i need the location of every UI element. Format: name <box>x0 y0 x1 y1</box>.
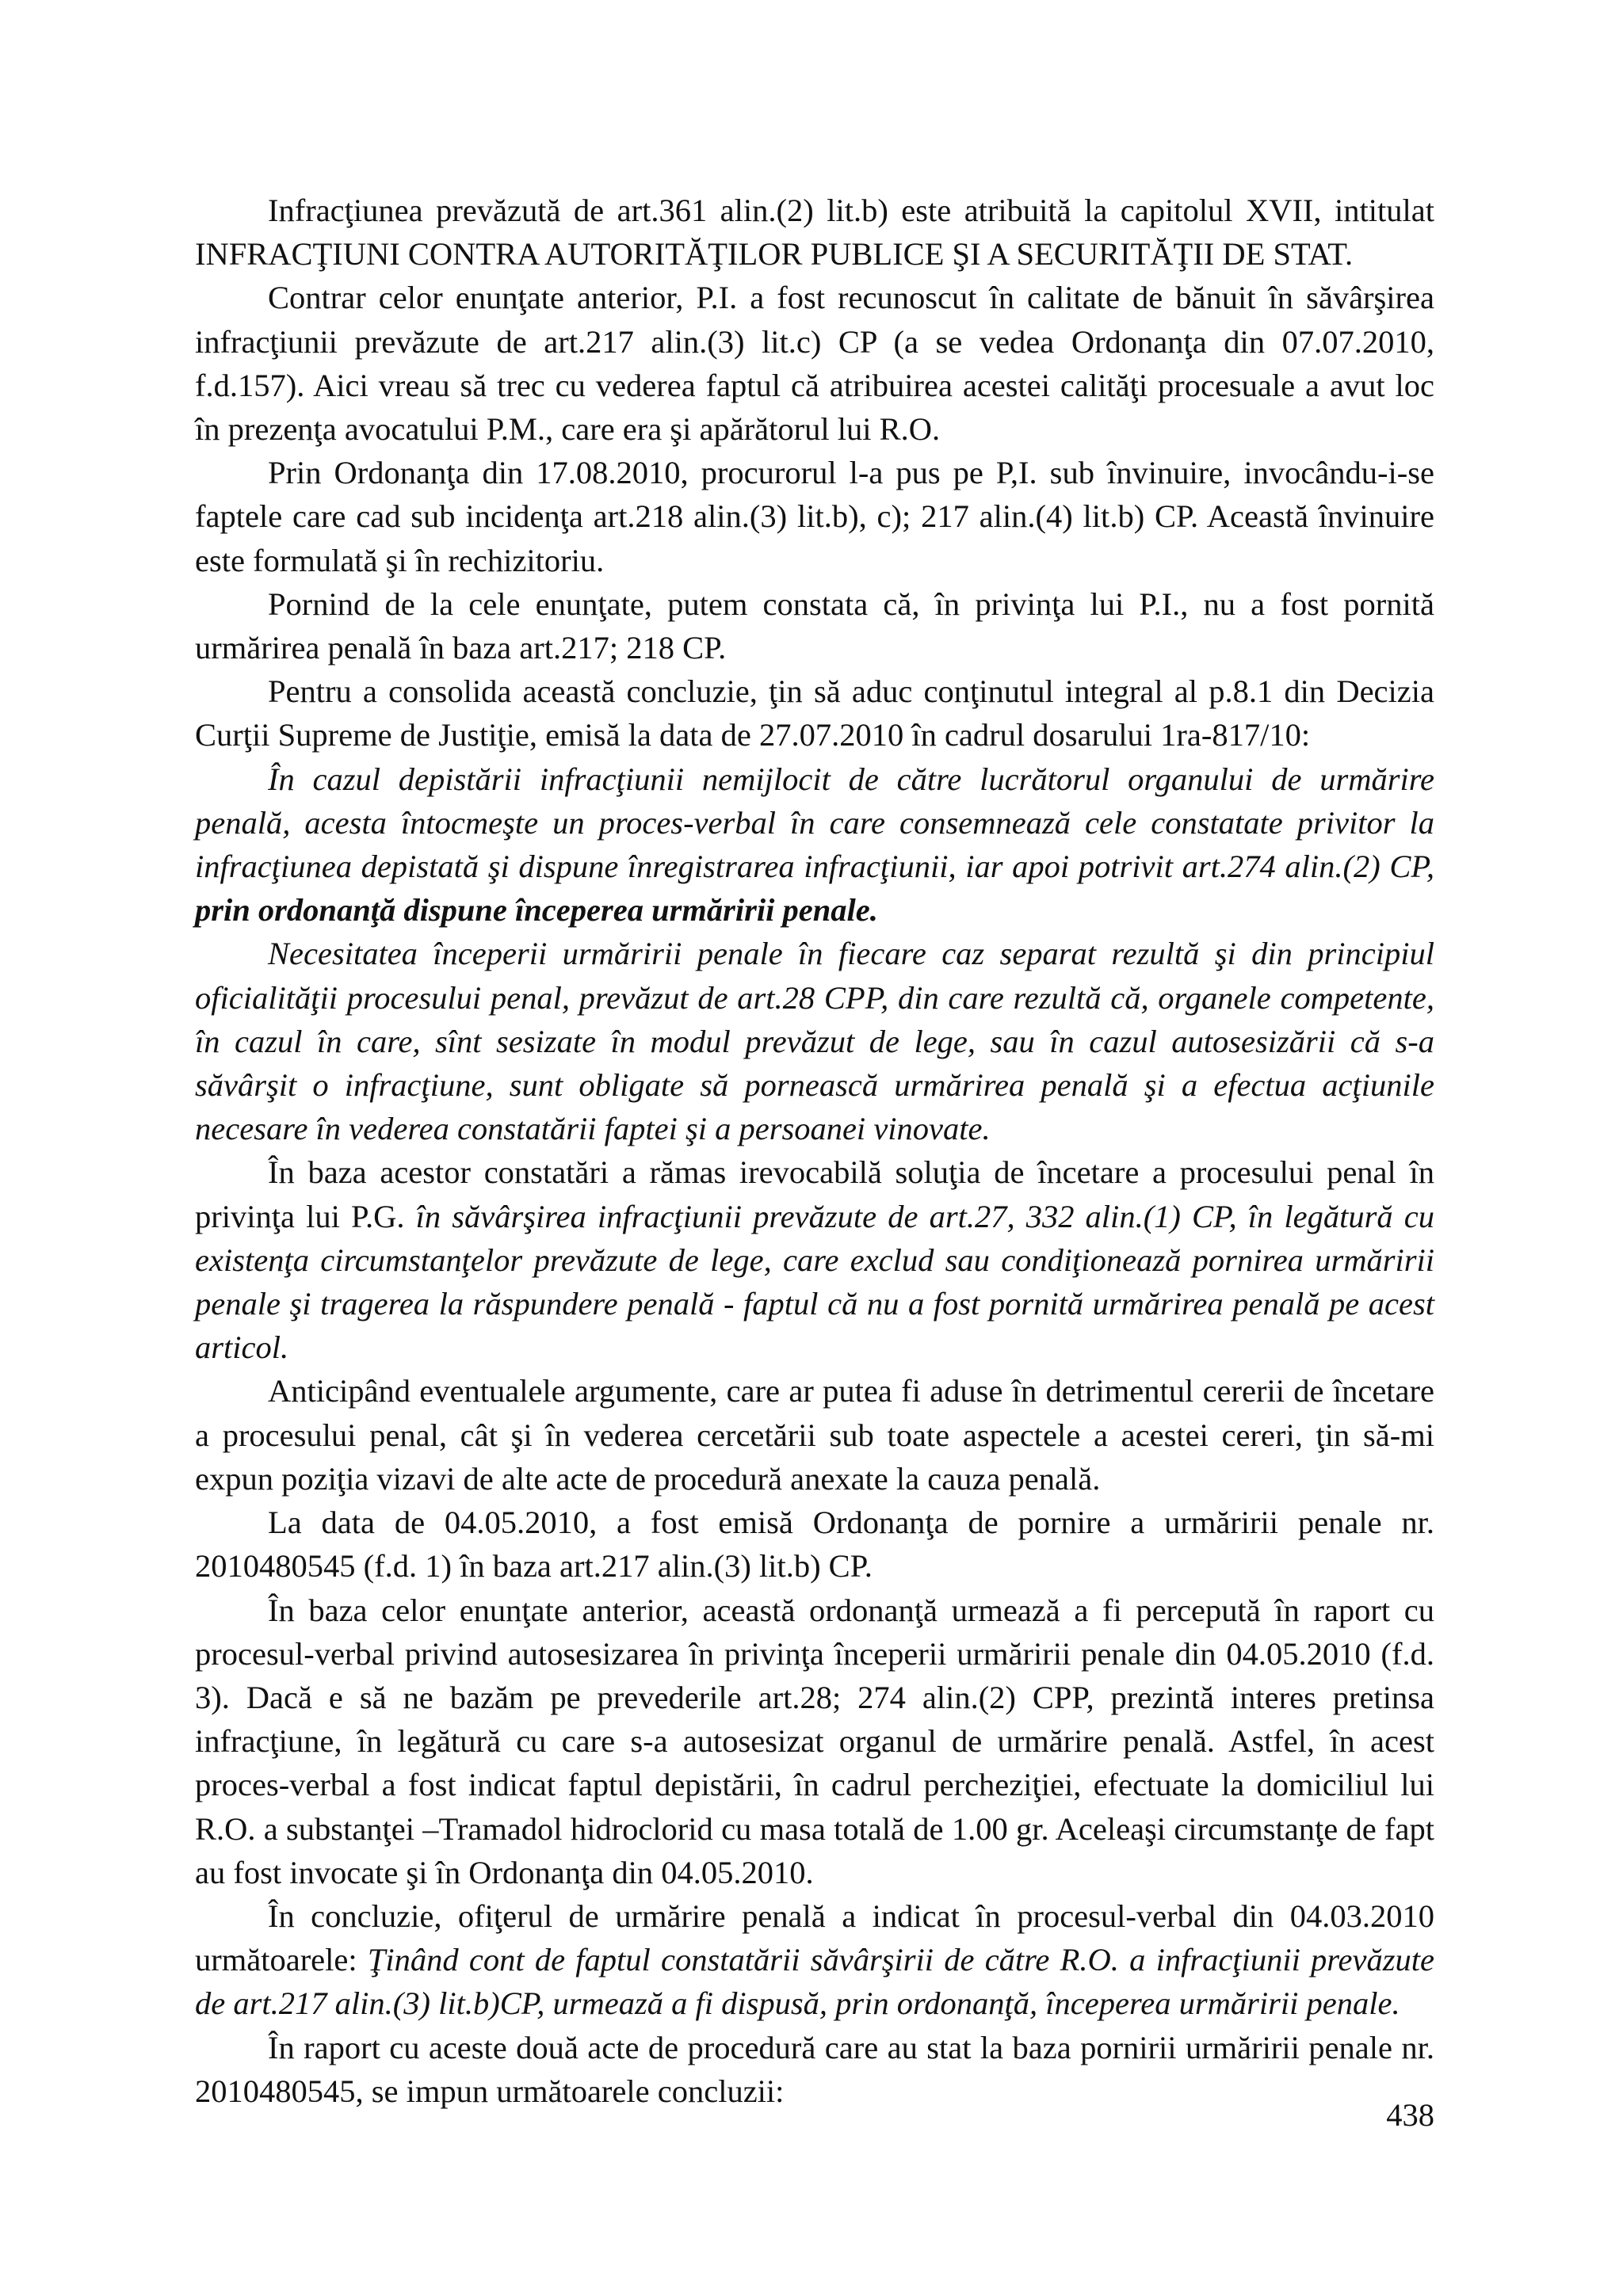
paragraph-italic-text: Ţinând cont de faptul constatării săvârşirii de către R.O. a infracţiunii prevăzute de art.217 alin.(3) lit.b)CP, urmează a fi dispusă, prin ordonanţă, începerea urmăririi penale. <box>195 1942 1434 2022</box>
paragraph-text: În concluzie, ofiţerul de urmărire penală a indicat în procesul-verbal din 04.03.2010 următoarele: <box>195 1897 1434 1978</box>
paragraph-10: La data de 04.05.2010, a fost emisă Ordonanţa de pornire a urmăririi penale nr. 2010480545 (f.d. 1) în baza art.217 alin.(3) lit.b) CP. <box>195 1505 1434 1585</box>
paragraph-7-quote <box>195 932 1434 1150</box>
quote-italic-text: În cazul depistării infracţiunii nemijlocit de către lucrătorul organului de urmărire penală, acesta întocmeşte un proces-verbal în care consemnează cele constatate privitor la infracţiunea depistată şi dispune înregistrarea infracţiunii, iar apoi potrivit art.274 alin.(2) CP, <box>195 761 1434 885</box>
document-body <box>195 189 1434 2113</box>
page-number: 438 <box>1386 2097 1434 2133</box>
paragraph-5: Pentru a consolida această concluzie, ţin să aduc conţinutul integral al p.8.1 din Decizia Curţii Supreme de Justiţie, emisă la data de 27.07.2010 în cadrul dosarului 1ra-817/10: <box>195 673 1434 753</box>
quote-bold-italic-text: prin ordonanţă dispune începerea urmăririi penale. <box>195 892 878 929</box>
quote-italic-text: Necesitatea începerii urmăririi penale în fiecare caz separat rezultă şi din principiul oficialităţii procesului penal, prevăzut de art.28 CPP, din care rezultă că, organele competente, în cazul în care, sînt sesizate în modul prevăzut de lege, sau în cazul autosesizării că s-a săvârşit o infracţiune, sunt obligate să pornească urmărirea penală şi a efectua acţiunile necesare în vederea constatării faptei şi a persoanei vinovate. <box>195 936 1434 1147</box>
paragraph-text: În baza acestor constatări a rămas irevocabilă soluţia de încetare a procesului penal în privinţa lui P.G. <box>195 1154 1434 1234</box>
paragraph-12 <box>195 1894 1434 2026</box>
paragraph-3: Prin Ordonanţa din 17.08.2010, procurorul l-a pus pe P,I. sub învinuire, invocându-i-se faptele care cad sub incidenţa art.218 alin.(3) lit.b), c); 217 alin.(4) lit.b) CP. Această învinuire este formulată şi în rechizitoriu. <box>195 455 1434 578</box>
paragraph-1: Infracţiunea prevăzută de art.361 alin.(2) lit.b) este atribuită la capitolul XVII, intitulat INFRACŢIUNI CONTRA AUTORITĂŢILOR PUBLICE ŞI A SECURITĂŢII DE STAT. <box>195 193 1434 273</box>
paragraph-2: Contrar celor enunţate anterior, P.I. a fost recunoscut în calitate de bănuit în săvârşirea infracţiunii prevăzute de art.217 alin.(3) lit.c) CP (a se vedea Ordonanţa din 07.07.2010, f.d.157). Aici vreau să trec cu vederea faptul că atribuirea acestei calităţi procesuale a avut loc în prezenţa avocatului P.M., care era şi apărătorul lui R.O. <box>195 280 1434 448</box>
paragraph-9: Anticipând eventualele argumente, care ar putea fi aduse în detrimentul cererii de încetare a procesului penal, cât şi în vederea cercetării sub toate aspectele a acestei cereri, ţin să-mi expun poziţia vizavi de alte acte de procedură anexate la cauza penală. <box>195 1373 1434 1497</box>
paragraph-13: În raport cu aceste două acte de procedură care au stat la baza pornirii urmăririi penale nr. 2010480545, se impun următoarele concluzii: <box>195 2029 1434 2109</box>
paragraph-italic-text: în săvârşirea infracţiunii prevăzute de art.27, 332 alin.(1) CP, în legătură cu existenţa circumstanţelor prevăzute de lege, care exclud sau condiţionează pornirea urmăririi penale şi tragerea la răspundere penală - faptul că nu a fost pornită urmărirea penală pe acest articol. <box>195 1198 1434 1366</box>
paragraph-6-quote <box>195 757 1434 933</box>
paragraph-8 <box>195 1150 1434 1369</box>
paragraph-11: În baza celor enunţate anterior, această ordonanţă urmează a fi percepută în raport cu procesul-verbal privind autosesizarea în privinţa începerii urmăririi penale din 04.05.2010 (f.d. 3). Dacă e să ne bazăm pe prevederile art.28; 274 alin.(2) CPP, prezintă interes pretinsa infracţiune, în legătură cu care s-a autosesizat organul de urmărire penală. Astfel, în acest proces-verbal a fost indicat faptul depistării, în cadrul percheziţiei, efectuate la domiciliul lui R.O. a substanţei –Tramadol hidroclorid cu masa totală de 1.00 gr. Aceleaşi circumstanţe de fapt au fost invocate şi în Ordonanţa din 04.05.2010. <box>195 1592 1434 1890</box>
paragraph-4: Pornind de la cele enunţate, putem constata că, în privinţa lui P.I., nu a fost pornită urmărirea penală în baza art.217; 218 CP. <box>195 585 1434 666</box>
